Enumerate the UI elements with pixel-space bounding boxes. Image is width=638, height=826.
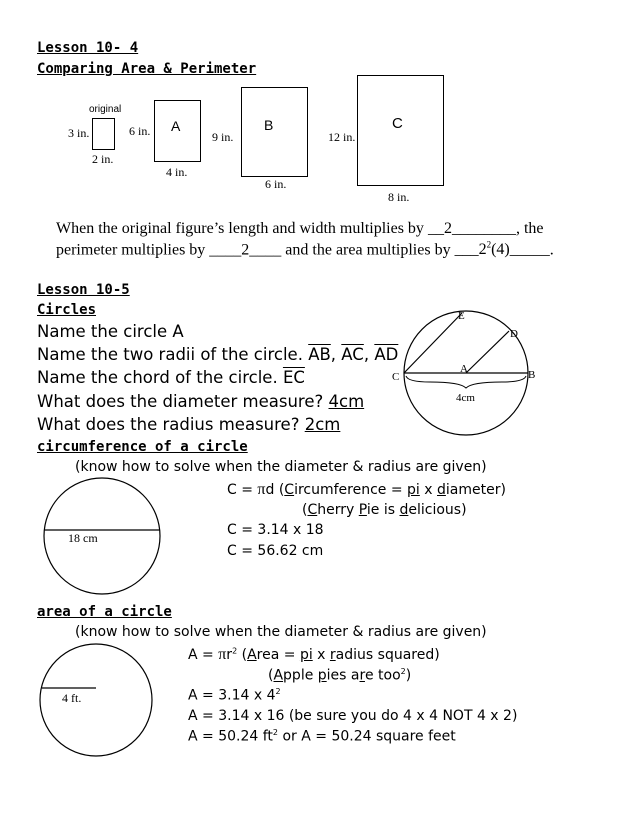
answer-chord-ec: $\overline{EC}$	[282, 368, 305, 387]
circumference-circle-label: 18 cm	[68, 531, 98, 545]
rectangle-a-height-label: 6 in.	[129, 124, 151, 138]
circumference-step-2: C = 56.62 cm	[227, 543, 324, 559]
radius-ad	[466, 331, 509, 373]
rectangle-b-tag: B	[264, 117, 274, 133]
sentence-text: When the original figure’s length and width multiplies by	[56, 220, 428, 237]
sentence-blank-perimeter: ____2____	[209, 241, 282, 259]
sentence-text: perimeter multiplies by	[56, 241, 210, 259]
scaling-sentence-line-2	[56, 240, 554, 259]
point-a-label: A	[460, 363, 468, 375]
circumference-circle-outline	[44, 478, 160, 594]
lesson-10-5-title: Lesson 10-5	[37, 282, 130, 298]
question-chord: Name the chord of the circle. $\overline{EC}$	[37, 368, 305, 387]
circle-a-diagram	[390, 300, 550, 440]
answer-radius-ac: $\overline{AC}$	[341, 345, 364, 364]
point-e-label: E	[458, 310, 465, 322]
answer-radius-ab: $\overline{AB}$	[308, 345, 331, 364]
point-d-label: D	[510, 328, 518, 340]
area-note: (know how to solve when the diameter & radius are given)	[75, 624, 487, 640]
lesson-10-4-subtitle: Comparing Area & Perimeter	[37, 61, 257, 77]
pi-symbol: π	[257, 481, 266, 498]
circumference-mnemonic: (Cherry Pie is delicious)	[302, 502, 467, 518]
circumference-note: (know how to solve when the diameter & radius are given)	[75, 459, 487, 475]
sentence-text: and the area multiplies by	[281, 241, 455, 259]
original-tag: original	[89, 104, 122, 115]
lesson-10-5-subtitle: Circles	[37, 302, 97, 318]
diameter-brace	[406, 376, 526, 388]
sentence-blank-area: $\_\_\_2^2(4)\_\_\_\_\_$	[454, 240, 550, 259]
circumference-formula: C = πd (Circumference = pi x diameter)	[227, 481, 506, 498]
question-radii: Name the two radii of the circle. $\overline{AB}$, $\overline{AC}$, $\overline{AD}$	[37, 345, 399, 364]
question-diameter: What does the diameter measure? 4cm	[37, 392, 365, 411]
question-radius: What does the radius measure? 2cm	[37, 415, 341, 434]
rectangle-b-width-label: 6 in.	[265, 177, 287, 191]
area-step-3: A = 50.24 $ft^2$ or A = 50.24 square feet	[188, 728, 456, 745]
sentence-blank-factor: __2________	[427, 220, 516, 237]
area-formula: $A = \pi r^2$ (Area = pi x radius squared)	[188, 646, 440, 663]
point-c-label: C	[392, 371, 400, 383]
area-step-2: A = 3.14 x 16 (be sure you do 4 x 4 NOT 4 x 2)	[188, 708, 518, 724]
original-height-label: 3 in.	[68, 126, 90, 140]
point-b-label: B	[528, 369, 536, 381]
sentence-text: , the	[515, 220, 544, 237]
circumference-header: circumference of a circle	[37, 439, 248, 455]
rectangle-c-width-label: 8 in.	[388, 190, 410, 204]
rectangle-a-width-label: 4 in.	[166, 165, 188, 179]
area-circle-outline	[40, 644, 152, 756]
rectangle-b-height-label: 9 in.	[212, 130, 234, 144]
lesson-10-4-title: Lesson 10- 4	[37, 40, 139, 56]
circumference-step-1: C = 3.14 x 18	[227, 522, 324, 538]
original-width-label: 2 in.	[92, 152, 114, 166]
area-mnemonic: (Apple pies are too$^2$)	[268, 667, 412, 684]
rectangle-a-tag: A	[171, 118, 181, 134]
area-circle-diagram	[38, 640, 158, 762]
area-circle-label: 4 ft.	[62, 691, 82, 705]
original-rectangle	[92, 118, 115, 150]
pi-symbol: π	[218, 646, 227, 663]
rectangle-c-tag: C	[392, 115, 403, 132]
answer-radius: 2cm	[304, 415, 341, 434]
answer-radius-ad: $\overline{AD}$	[374, 345, 399, 364]
area-step-1: A = 3.14 x $4^2$	[188, 687, 281, 704]
scaling-sentence-line-1	[56, 220, 543, 238]
sentence-text: .	[549, 241, 554, 259]
rectangle-c-height-label: 12 in.	[328, 130, 356, 144]
question-name-circle: Name the circle A	[37, 322, 184, 341]
answer-diameter: 4cm	[328, 392, 365, 411]
circumference-circle-diagram	[38, 476, 168, 598]
rectangle-b	[241, 87, 308, 177]
area-header: area of a circle	[37, 604, 172, 620]
chord-ec	[404, 313, 462, 373]
diameter-measure-label: 4cm	[456, 392, 475, 404]
